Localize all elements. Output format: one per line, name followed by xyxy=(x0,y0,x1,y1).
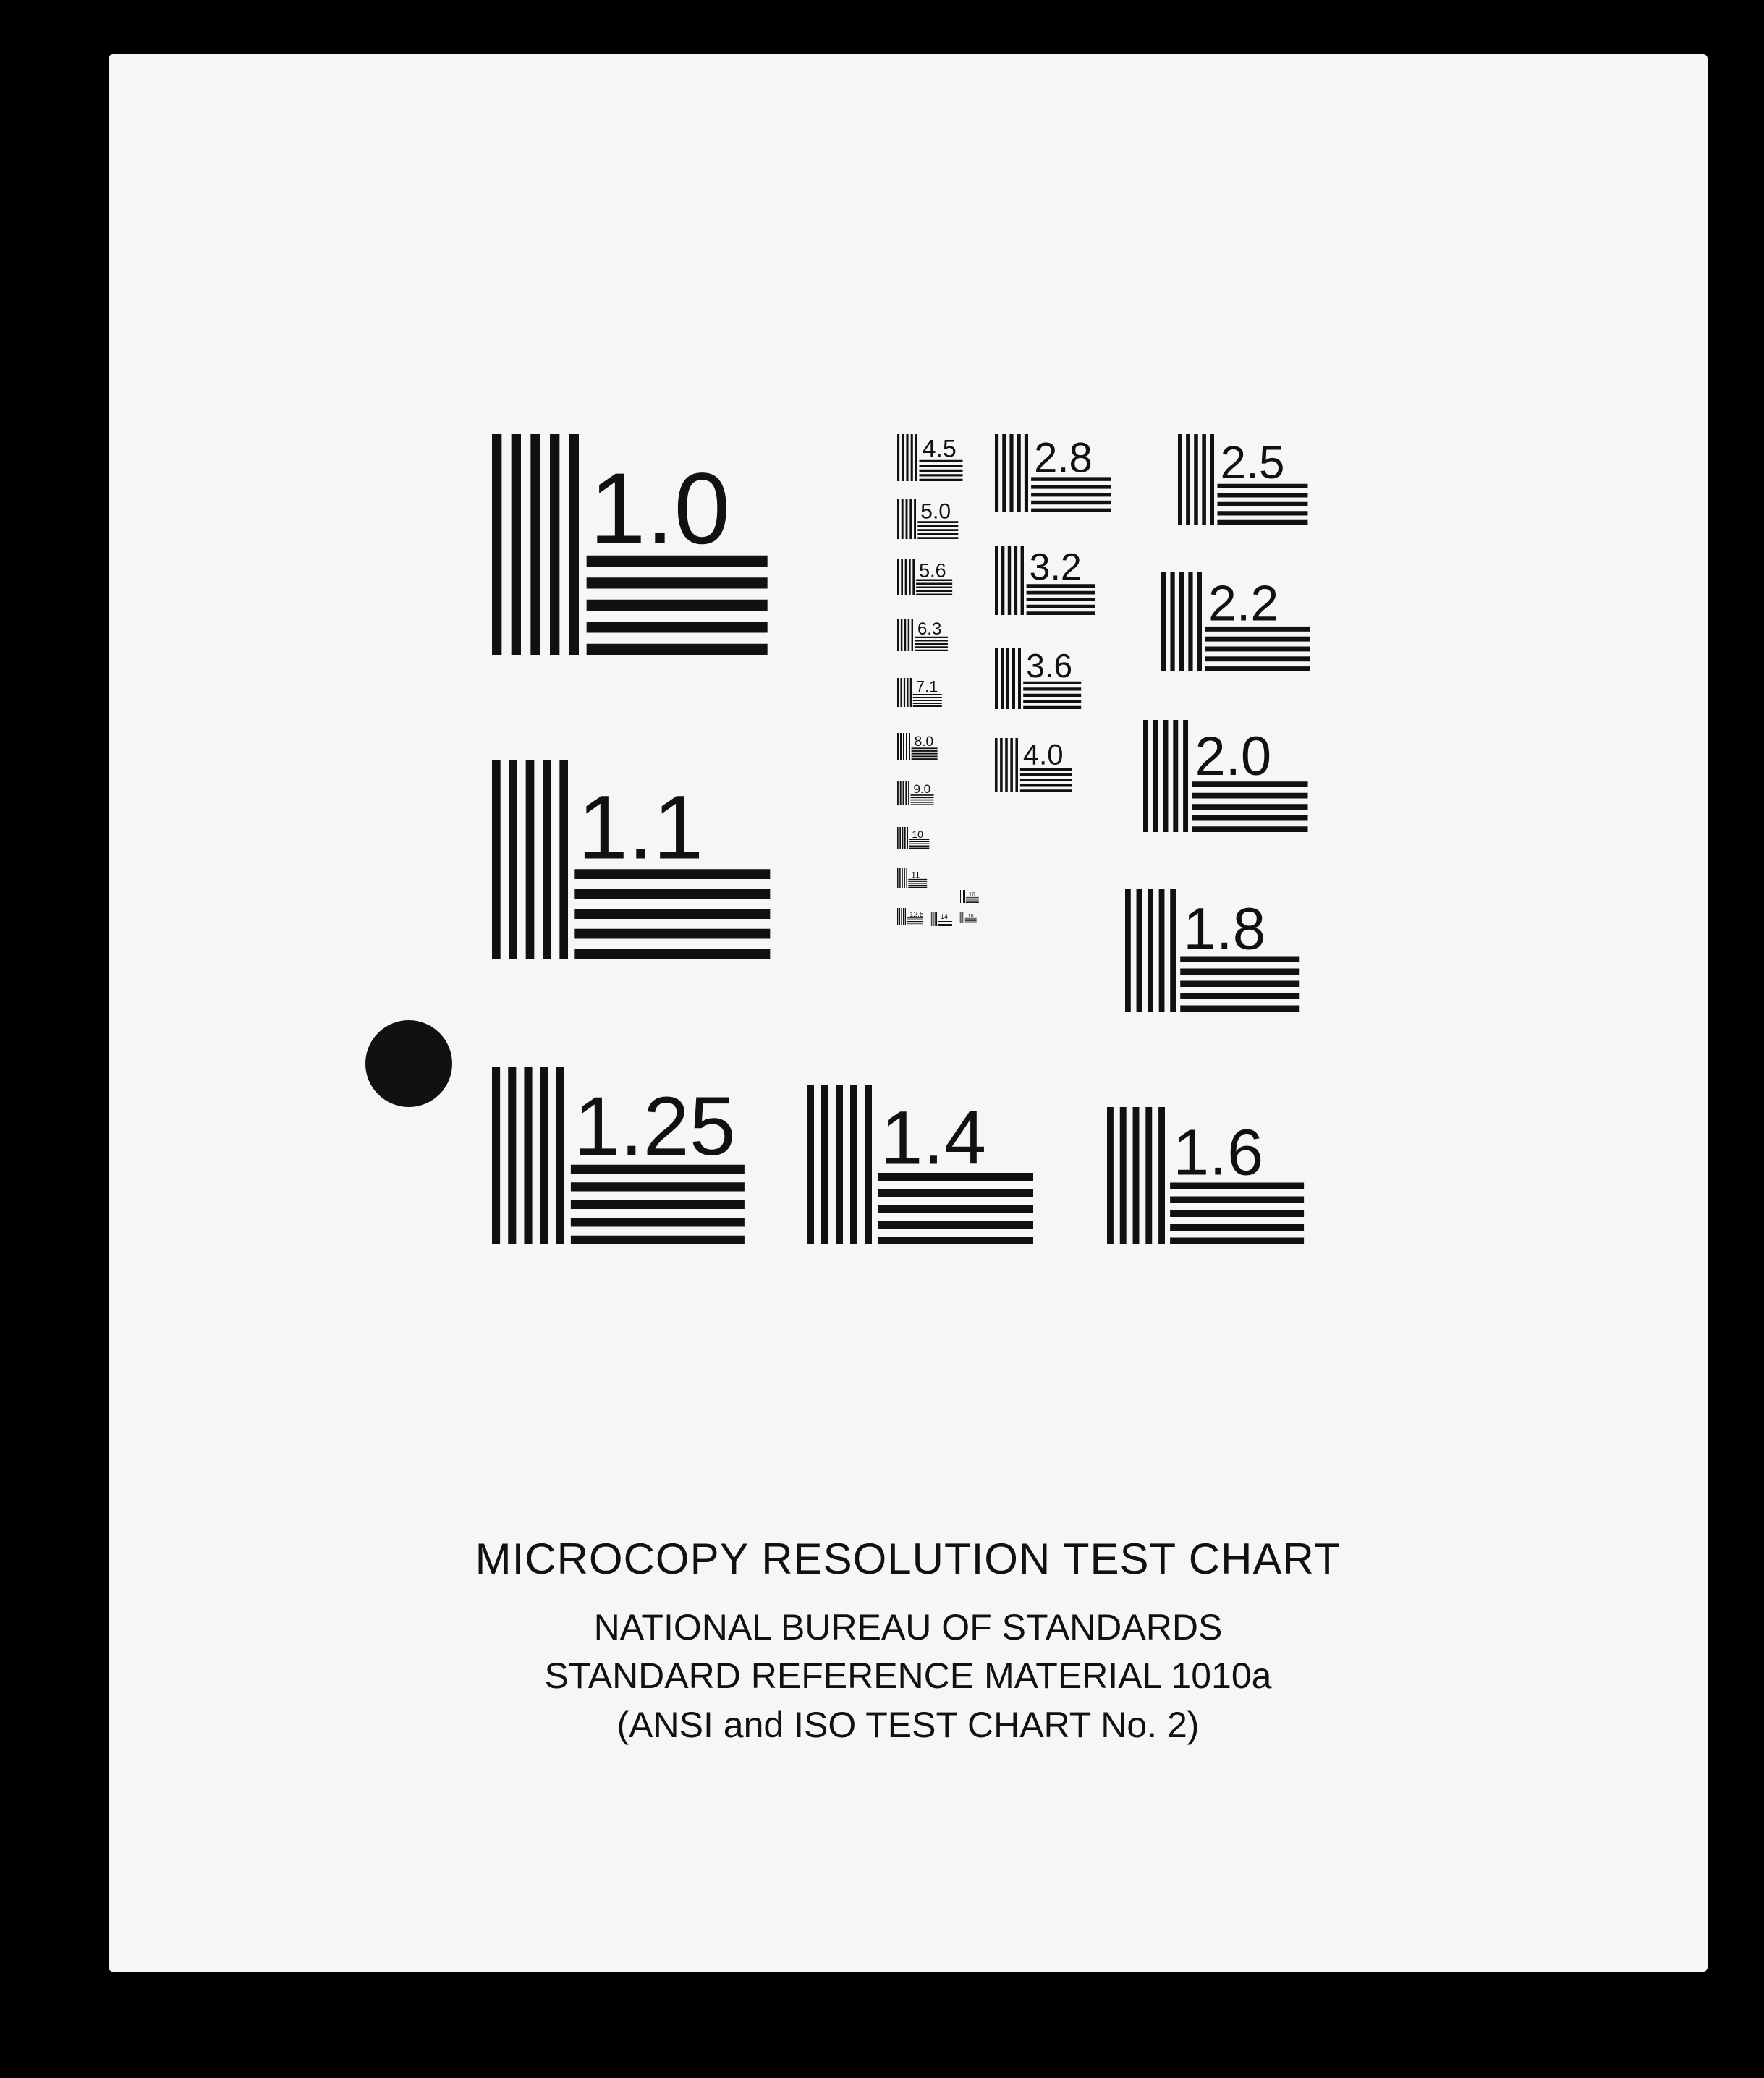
pattern-label: 2.2 xyxy=(1208,574,1279,632)
pattern-16 xyxy=(959,890,979,903)
pattern-2-0 xyxy=(1143,720,1308,832)
pattern-label: 14 xyxy=(940,912,948,920)
pattern-12-5 xyxy=(897,908,924,925)
pattern-2-8 xyxy=(995,434,1111,512)
pattern-5-6 xyxy=(897,559,952,595)
pattern-label: 7.1 xyxy=(915,677,938,696)
pattern-label: 2.0 xyxy=(1195,726,1272,788)
pattern-8-0 xyxy=(897,733,938,760)
pattern-1-4 xyxy=(807,1085,1033,1244)
pattern-2-2 xyxy=(1161,572,1310,671)
pattern-4-5 xyxy=(897,434,962,481)
ink-blot xyxy=(365,1020,452,1107)
pattern-1-0 xyxy=(492,434,768,655)
pattern-label: 2.5 xyxy=(1220,436,1285,489)
pattern-label: 8.0 xyxy=(914,734,934,750)
pattern-label: 6.3 xyxy=(917,619,942,639)
test-chart-card xyxy=(109,54,1708,1972)
pattern-11 xyxy=(897,868,927,888)
pattern-1-8 xyxy=(1125,889,1299,1012)
pattern-label: 3.2 xyxy=(1029,546,1082,589)
pattern-label: 12.5 xyxy=(909,911,924,919)
pattern-label: 16 xyxy=(968,891,975,898)
pattern-label: 1.8 xyxy=(1183,896,1266,962)
pattern-label: 1.1 xyxy=(577,777,704,878)
reference-material-line: STANDARD REFERENCE MATERIAL 1010a xyxy=(544,1655,1272,1696)
pattern-3-6 xyxy=(995,647,1081,709)
pattern-label: 3.6 xyxy=(1026,647,1073,685)
pattern-2-5 xyxy=(1178,434,1307,525)
pattern-label: 1.6 xyxy=(1173,1116,1264,1189)
pattern-9-0 xyxy=(897,781,934,805)
pattern-3-2 xyxy=(995,546,1095,615)
pattern-18 xyxy=(959,912,977,923)
pattern-10 xyxy=(897,827,929,849)
pattern-1-1 xyxy=(492,760,770,959)
pattern-label: 4.0 xyxy=(1022,739,1064,771)
pattern-label: 10 xyxy=(912,828,923,840)
pattern-label: 11 xyxy=(911,870,920,881)
issuer-line: NATIONAL BUREAU OF STANDARDS xyxy=(593,1607,1223,1647)
pattern-label: 9.0 xyxy=(913,782,931,797)
pattern-6-3 xyxy=(897,619,948,651)
pattern-label: 1.25 xyxy=(573,1080,736,1173)
pattern-5-0 xyxy=(897,499,958,539)
pattern-label: 5.0 xyxy=(920,499,951,524)
pattern-4-0 xyxy=(995,738,1072,792)
pattern-label: 2.8 xyxy=(1034,434,1093,482)
pattern-14 xyxy=(930,912,952,926)
pattern-7-1 xyxy=(897,677,942,707)
pattern-1-25 xyxy=(492,1067,745,1244)
pattern-label: 18 xyxy=(967,913,974,919)
pattern-label: 5.6 xyxy=(919,559,946,582)
pattern-label: 1.4 xyxy=(881,1095,986,1181)
pattern-label: 1.0 xyxy=(589,451,731,565)
chart-title: MICROCOPY RESOLUTION TEST CHART xyxy=(475,1535,1341,1583)
pattern-1-6 xyxy=(1107,1107,1304,1244)
pattern-label: 4.5 xyxy=(922,435,957,463)
chart-standard-line: (ANSI and ISO TEST CHART No. 2) xyxy=(616,1705,1200,1745)
